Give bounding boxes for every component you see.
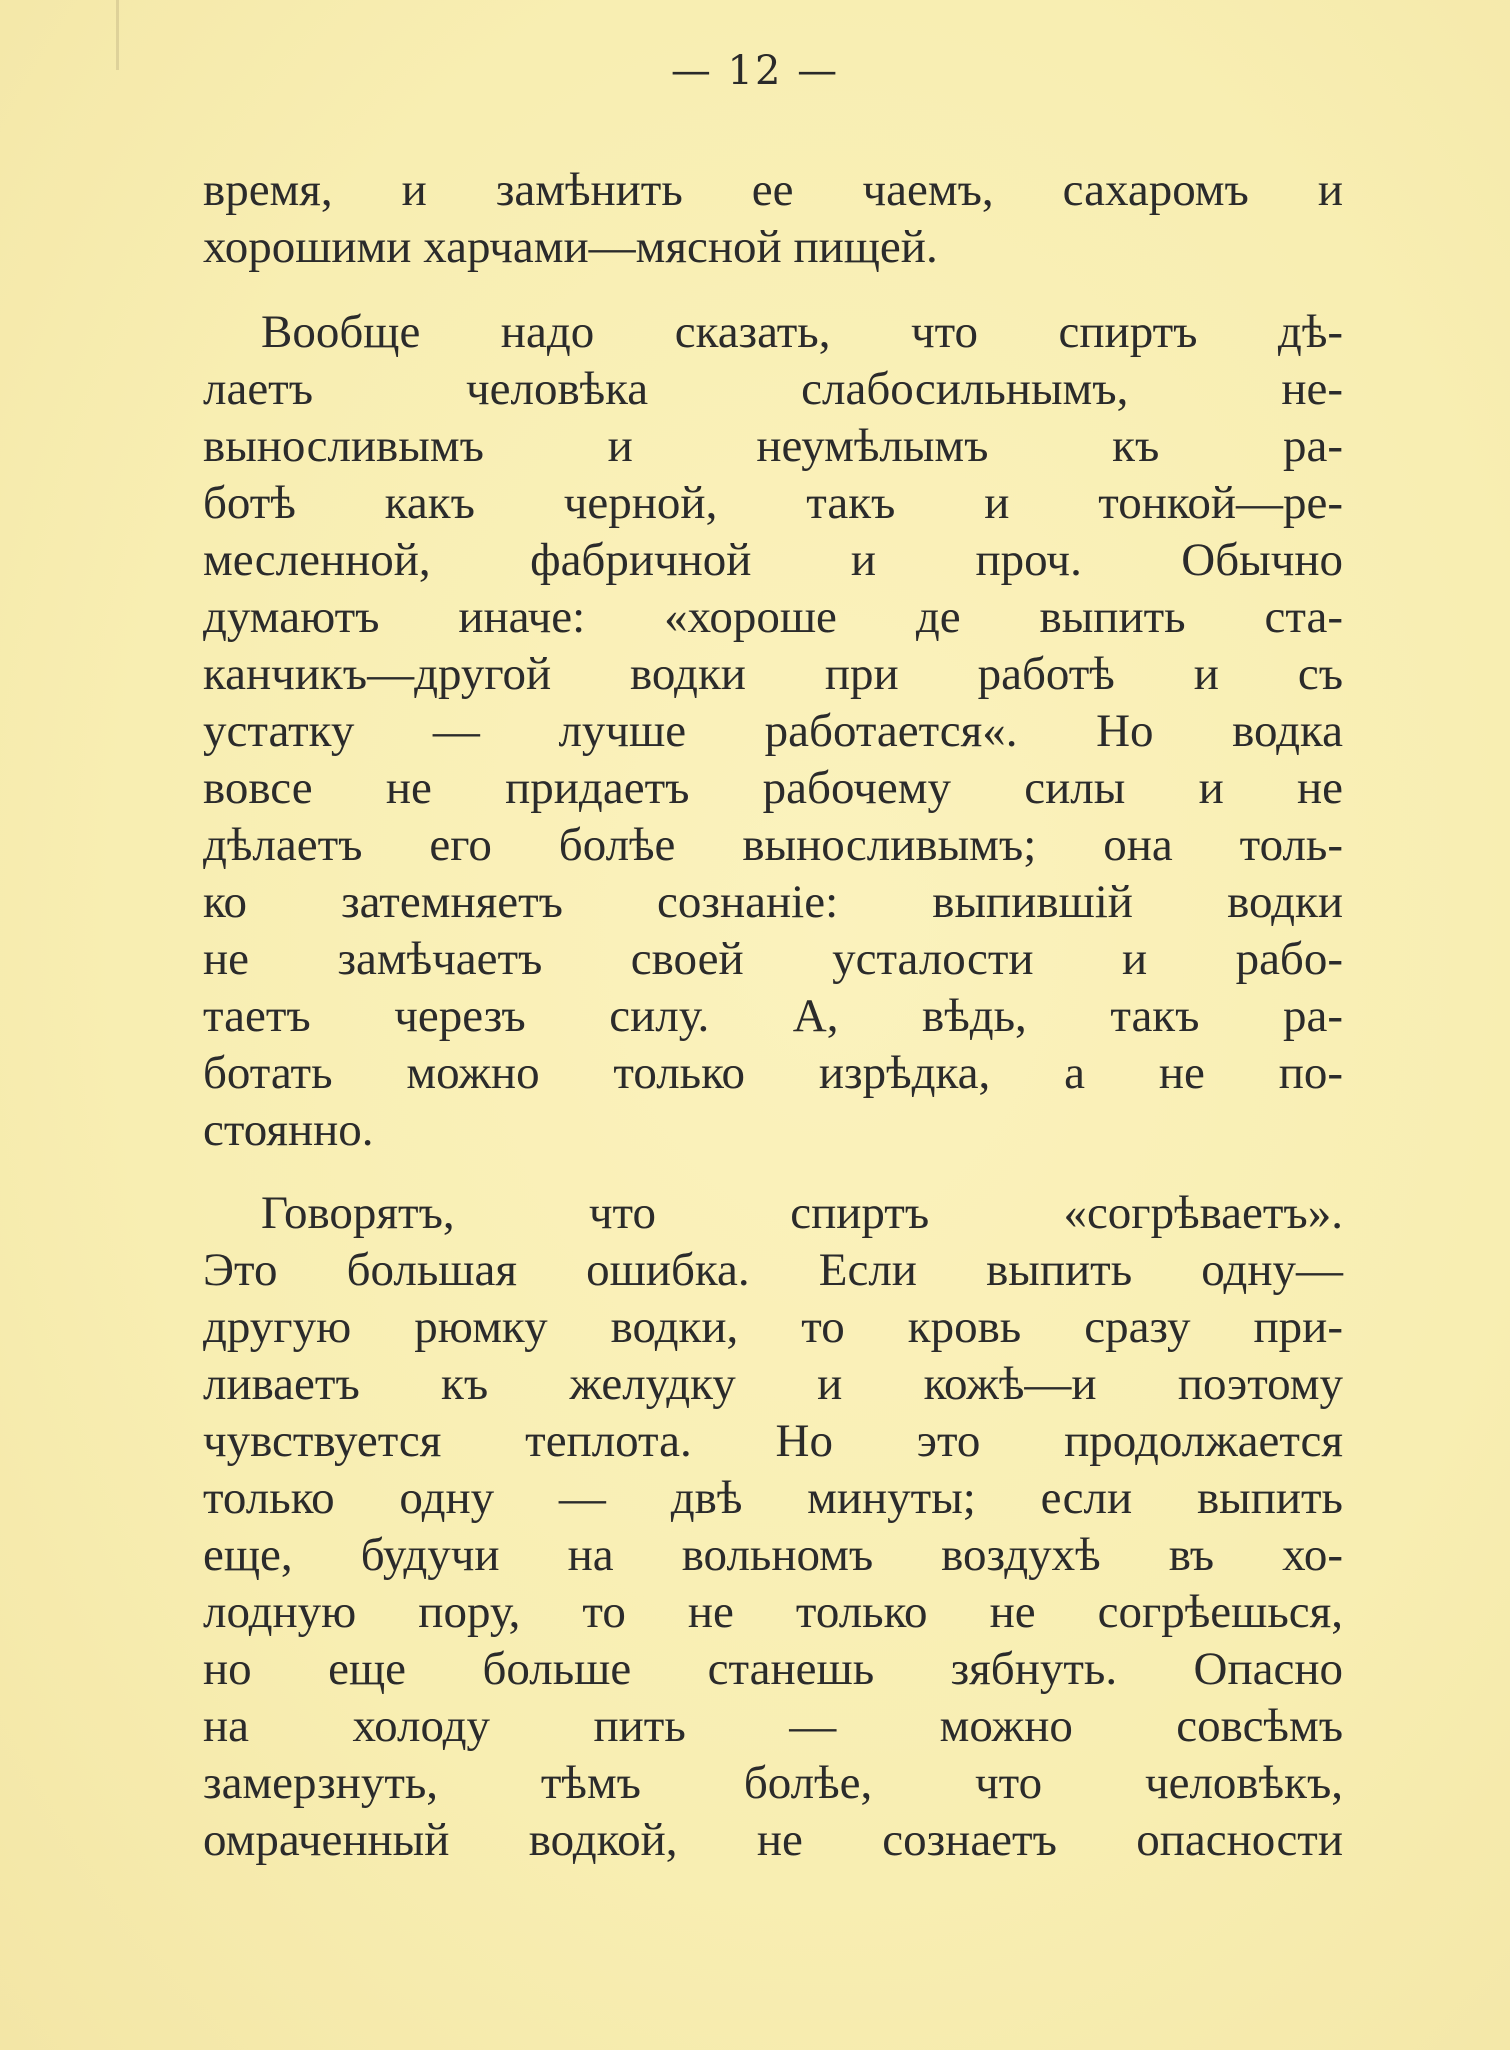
text-line: канчикъ—другой водки при работѣ и съ xyxy=(203,648,1343,700)
text-line: не замѣчаетъ своей усталости и рабо- xyxy=(203,933,1343,985)
text-line: замерзнуть, тѣмъ болѣе, что человѣкъ, xyxy=(203,1757,1343,1809)
text-line: Это большая ошибка. Если выпить одну— xyxy=(203,1244,1343,1296)
text-line: вовсе не придаетъ рабочему силы и не xyxy=(203,762,1343,814)
text-line: но еще больше станешь зябнуть. Опасно xyxy=(203,1643,1343,1695)
text-line: думаютъ иначе: «хороше де выпить ста- xyxy=(203,591,1343,643)
text-line: таетъ черезъ силу. А, вѣдь, такъ ра- xyxy=(203,990,1343,1042)
text-line: хорошими харчами—мясной пищей. xyxy=(203,221,938,273)
text-line: дѣлаетъ его болѣе выносливымъ; она толь- xyxy=(203,819,1343,871)
text-line: лаетъ человѣка слабосильнымъ, не- xyxy=(203,363,1343,415)
text-line: лодную пору, то не только не согрѣешься, xyxy=(203,1586,1343,1638)
text-line: время, и замѣнить ее чаемъ, сахаромъ и xyxy=(203,164,1343,216)
text-line: ко затемняетъ сознанiе: выпившiй водки xyxy=(203,876,1343,928)
page-number: — 12 — xyxy=(670,48,840,94)
text-line: выносливымъ и неумѣлымъ къ ра- xyxy=(203,420,1343,472)
text-line: ботѣ какъ черной, такъ и тонкой—ре- xyxy=(203,477,1343,529)
text-line: ботать можно только изрѣдка, а не по- xyxy=(203,1047,1343,1099)
text-line: Вообще надо сказать, что спиртъ дѣ- xyxy=(261,306,1343,358)
text-line: устатку — лучше работается«. Но водка xyxy=(203,705,1343,757)
paragraph-2 xyxy=(203,304,1343,1159)
text-line: только одну — двѣ минуты; если выпить xyxy=(203,1472,1343,1524)
text-line: месленной, фабричной и проч. Обычно xyxy=(203,534,1343,586)
text-line: другую рюмку водки, то кровь сразу при- xyxy=(203,1301,1343,1353)
text-line: еще, будучи на вольномъ воздухѣ въ хо- xyxy=(203,1529,1343,1581)
text-line: омраченный водкой, не сознаетъ опасности xyxy=(203,1814,1343,1866)
page-text xyxy=(203,162,1343,1869)
text-line: Говорятъ, что спиртъ «согрѣваетъ». xyxy=(261,1187,1343,1239)
text-line: на холоду пить — можно совсѣмъ xyxy=(203,1700,1343,1752)
text-line: стоянно. xyxy=(203,1104,374,1156)
paragraph-1 xyxy=(203,162,1343,276)
text-line: чувствуется теплота. Но это продолжается xyxy=(203,1415,1343,1467)
paragraph-3 xyxy=(203,1185,1343,1869)
text-line: ливаетъ къ желудку и кожѣ—и поэтому xyxy=(203,1358,1343,1410)
paragraph-gap xyxy=(203,1159,1343,1185)
paragraph-gap xyxy=(203,276,1343,304)
